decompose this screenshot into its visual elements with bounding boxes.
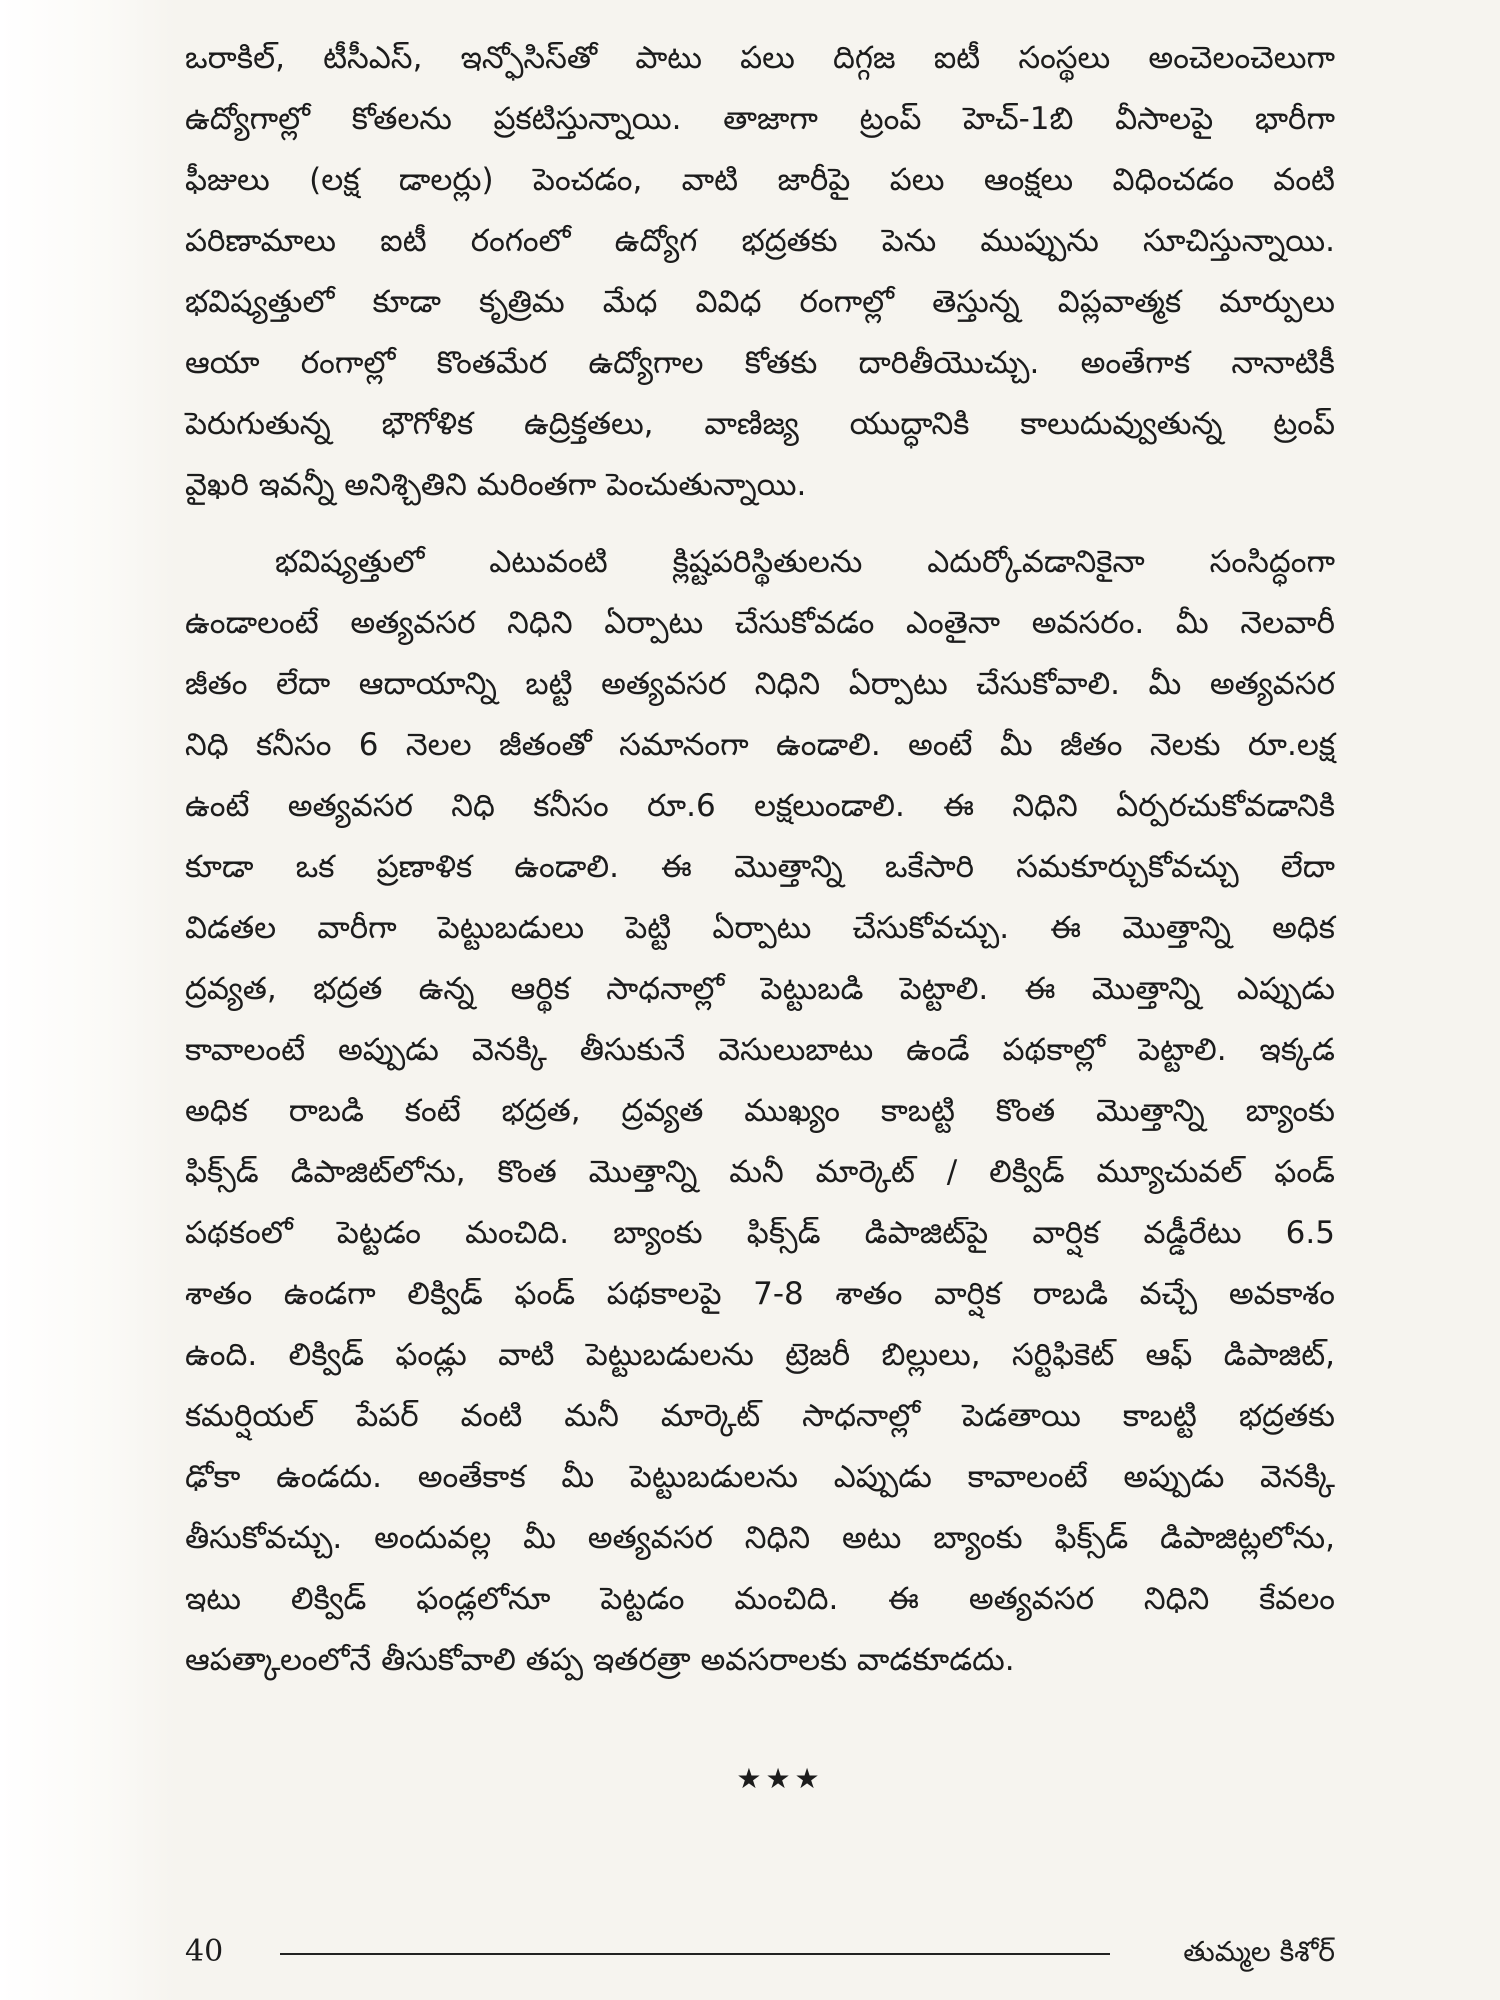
text-line: జీతం లేదా ఆదాయాన్ని బట్టి అత్యవసర నిధిని ఏర్పాటు చేసుకోవాలి. మీ అత్యవసర [185,666,1335,702]
page-footer [185,1932,1335,1972]
text-line: ఆపత్కాలంలోనే తీసుకోవాలి తప్ప ఇతరత్రా అవసరాలకు వాడకూడదు. [185,1642,1015,1678]
text-line: ఒరాకిల్, టీసీఎస్, ఇన్ఫోసిస్‌తో పాటు పలు దిగ్గజ ఐటీ సంస్థలు అంచెలంచెలుగా [185,40,1335,76]
text-line: ద్రవ్యత, భద్రత ఉన్న ఆర్థిక సాధనాల్లో పెట్టుబడి పెట్టాలి. ఈ మొత్తాన్ని ఎప్పుడు [185,971,1335,1007]
text-line: ఫిక్స్‌డ్ డిపాజిట్‌లోను, కొంత మొత్తాన్ని మనీ మార్కెట్ / లిక్విడ్ మ్యూచువల్ ఫండ్ [185,1154,1335,1190]
footer-author: తుమ్మల కిశోర్ [1183,1935,1335,1968]
text-line: ఉండాలంటే అత్యవసర నిధిని ఏర్పాటు చేసుకోవడం ఎంతైనా అవసరం. మీ నెలవారీ [185,605,1335,641]
text-line: తీసుకోవచ్చు. అందువల్ల మీ అత్యవసర నిధిని అటు బ్యాంకు ఫిక్స్‌డ్ డిపాజిట్లలోను, [185,1520,1335,1556]
text-line: పరిణామాలు ఐటీ రంగంలో ఉద్యోగ భద్రతకు పెను ముప్పును సూచిస్తున్నాయి. [185,223,1335,259]
text-line: ఆయా రంగాల్లో కొంతమేర ఉద్యోగాల కోతకు దారితీయొచ్చు. అంతేగాక నానాటికీ [185,345,1335,381]
body-text [185,28,1335,1691]
text-line: పథకంలో పెట్టడం మంచిది. బ్యాంకు ఫిక్స్‌డ్ డిపాజిట్‌పై వార్షిక వడ్డీరేటు 6.5 [185,1215,1335,1251]
text-line: అధిక రాబడి కంటే భద్రత, ద్రవ్యత ముఖ్యం కాబట్టి కొంత మొత్తాన్ని బ్యాంకు [185,1093,1335,1129]
section-separator: ★★★ [736,1762,824,1795]
page-number: 40 [185,1934,224,1969]
text-line: కావాలంటే అప్పుడు వెనక్కి తీసుకునే వెసులుబాటు ఉండే పథకాల్లో పెట్టాలి. ఇక్కడ [185,1032,1335,1068]
text-line: ఫీజులు (లక్ష డాలర్లు) పెంచడం, వాటి జారీపై పలు ఆంక్షలు విధించడం వంటి [185,162,1335,198]
text-line: భవిష్యత్తులో కూడా కృత్రిమ మేధ వివిధ రంగాల్లో తెస్తున్న విప్లవాత్మక మార్పులు [185,284,1335,320]
text-line: ఉంది. లిక్విడ్ ఫండ్లు వాటి పెట్టుబడులను ట్రెజరీ బిల్లులు, సర్టిఫికెట్ ఆఫ్ డిపాజిట్, [185,1337,1335,1373]
text-line: నిధి కనీసం 6 నెలల జీతంతో సమానంగా ఉండాలి. అంటే మీ జీతం నెలకు రూ.లక్ష [185,727,1335,763]
paragraph-2 [185,532,1335,1691]
paragraph-1 [185,28,1335,516]
text-line: శాతం ఉండగా లిక్విడ్ ఫండ్ పథకాలపై 7-8 శాతం వార్షిక రాబడి వచ్చే అవకాశం [185,1276,1335,1312]
text-line: ఉంటే అత్యవసర నిధి కనీసం రూ.6 లక్షలుండాలి. ఈ నిధిని ఏర్పరచుకోవడానికి [185,788,1335,824]
text-line: ఇటు లిక్విడ్ ఫండ్లలోనూ పెట్టడం మంచిది. ఈ అత్యవసర నిధిని కేవలం [185,1581,1335,1617]
footer-rule [280,1953,1110,1955]
text-line: పెరుగుతున్న భౌగోళిక ఉద్రిక్తతలు, వాణిజ్య యుద్ధానికి కాలుదువ్వుతున్న ట్రంప్ [185,406,1335,442]
text-line: ఉద్యోగాల్లో కోతలను ప్రకటిస్తున్నాయి. తాజాగా ట్రంప్ హెచ్-1బి వీసాలపై భారీగా [185,101,1335,137]
text-line: భవిష్యత్తులో ఎటువంటి క్లిష్టపరిస్థితులను ఎదుర్కోవడానికైనా సంసిద్ధంగా [275,544,1335,580]
text-line: వైఖరి ఇవన్నీ అనిశ్చితిని మరింతగా పెంచుతున్నాయి. [185,467,807,503]
text-line: కమర్షియల్ పేపర్ వంటి మనీ మార్కెట్ సాధనాల్లో పెడతాయి కాబట్టి భద్రతకు [185,1398,1335,1434]
scan-margin [0,0,175,2000]
text-line: విడతల వారీగా పెట్టుబడులు పెట్టి ఏర్పాటు చేసుకోవచ్చు. ఈ మొత్తాన్ని అధిక [185,910,1335,946]
text-line: ఢోకా ఉండదు. అంతేకాక మీ పెట్టుబడులను ఎప్పుడు కావాలంటే అప్పుడు వెనక్కి [185,1459,1335,1495]
text-line: కూడా ఒక ప్రణాళిక ఉండాలి. ఈ మొత్తాన్ని ఒకేసారి సమకూర్చుకోవచ్చు లేదా [185,849,1335,885]
